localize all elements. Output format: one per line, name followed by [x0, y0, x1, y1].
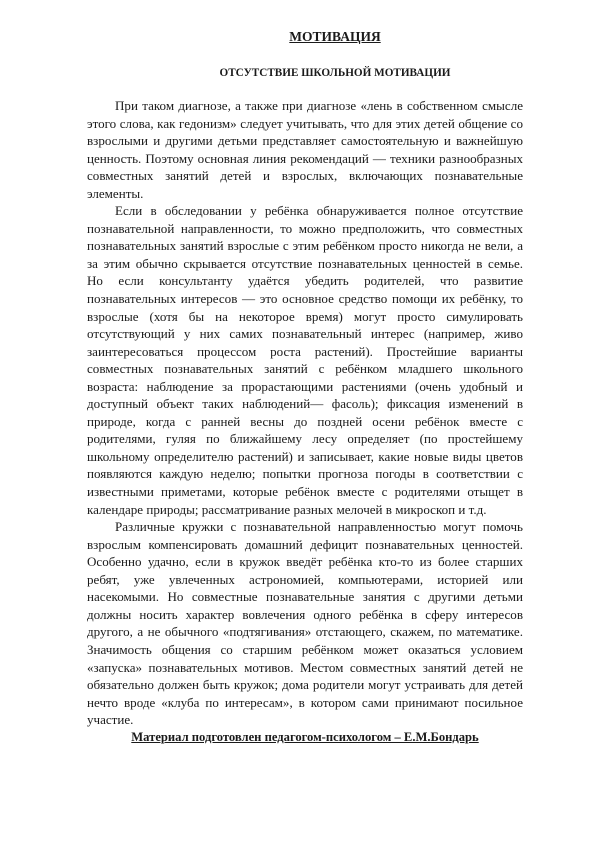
paragraph-3: Различные кружки с познавательной направленностью могут помочь взрослым компенсировать домашний дефицит познавательных ценностей. Особенно удачно, если в кружок введёт ребёнка кто-то из более старших ребят, уже увлеченных астрономией, компьютерами, историей или насекомыми. Но совместные познавательные занятия с другими детьми должны носить характер вовлечения одного ребёнка в сферу интересов другого, а не обычного «подтягивания» отстающего, скажем, по математике. Значимость общения со старшим ребёнком может оказаться условием «запуска» познавательных мотивов. Местом совместных занятий детей не обязательно должен быть кружок; дома родители могут устраивать для детей нечто вроде «клуба по интересам», в котором сами принимают посильное участие.	[87, 519, 523, 728]
document-page	[87, 28, 523, 745]
page-title: МОТИВАЦИЯ	[289, 29, 381, 44]
author-credit: Материал подготовлен педагогом-психологом – Е.М.Бондарь	[131, 729, 479, 744]
paragraph-2: Если в обследовании у ребёнка обнаруживается полное отсутствие познавательной направленности, то можно предположить, что совместных познавательных занятий взрослые с этим ребёнком просто никогда не вели, а за этим обычно скрывается отсутствие познавательных ценностей в семье. Но если консультанту удаётся убедить родителей, что развитие познавательных интересов — это основное средство помощи их ребёнку, то взрослые (хотя бы на некоторое время) могут просто симулировать отсутствующий у них самих познавательный интерес (например, живо заинтересоваться процессом роста растений). Простейшие варианты совместных познавательных занятий с ребёнком младшего школьного возраста: наблюдение за прорастающими растениями (очень удобный и доступный объект таких наблюдений— фасоль); фиксация изменений в природе, когда с ранней весны до поздней осени ребёнок вместе с родителями, гуляя по ближайшему лесу определяет (по простейшему школьному определителю растений) и записывает, какие новые виды цветов появляются каждую неделю; попытки прогноза погоды в соответствии с известными приметами, которые ребёнок вместе с родителями отыщет в календаре природы; рассматривание разных мелочей в микроскоп и т.д.	[87, 203, 523, 517]
paragraph-1: При таком диагнозе, а также при диагнозе «лень в собственном смысле этого слова, как гедонизм» следует учитывать, что для этих детей общение со взрослыми и другими детьми представляет самостоятельную и важнейшую ценность. Поэтому основная линия рекомендаций — техники разнообразных совместных занятий детей и взрослых, включающих познавательные элементы.	[87, 98, 523, 201]
page-subtitle: ОТСУТСТВИЕ ШКОЛЬНОЙ МОТИВАЦИИ	[219, 67, 451, 79]
